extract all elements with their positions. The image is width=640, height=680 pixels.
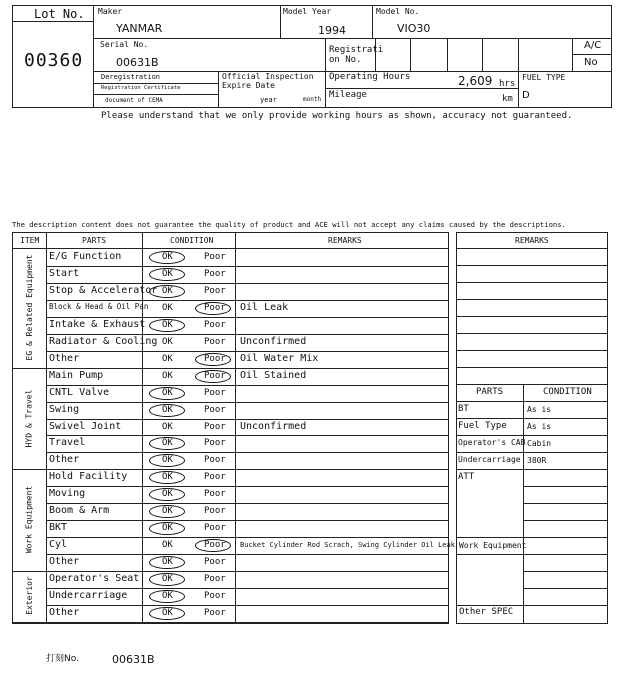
spec-row-divider	[456, 435, 608, 436]
mileage-label: Mileage	[329, 90, 367, 100]
spec-row-divider	[456, 418, 608, 419]
row-divider	[46, 283, 449, 284]
part-name: Hold Facility	[49, 471, 128, 483]
ok-option: OK	[162, 438, 173, 449]
spec-grid-line	[523, 554, 608, 555]
poor-option: Poor	[204, 319, 226, 330]
spec-grid-line	[523, 571, 608, 572]
row-divider	[46, 419, 449, 420]
ok-option: OK	[162, 353, 173, 364]
ok-option: OK	[162, 285, 173, 296]
ok-selected-mark	[149, 404, 185, 417]
group-divider	[12, 571, 449, 572]
poor-option: Poor	[204, 252, 226, 262]
part-name: Other	[49, 606, 80, 618]
ok-option: OK	[162, 421, 173, 432]
row-divider	[46, 334, 449, 335]
ok-option: OK	[162, 607, 173, 618]
registration-label: Registrati on No.	[329, 45, 384, 65]
part-name: Start	[49, 267, 80, 279]
ok-selected-mark	[149, 319, 185, 332]
right-remarks-header: REMARKS	[515, 236, 549, 245]
deregistration-label: Deregistration	[101, 73, 161, 81]
remark-text: Oil Water Mix	[240, 352, 319, 364]
ok-option: OK	[162, 252, 173, 262]
group-divider	[12, 469, 449, 470]
description-disclaimer: The description content does not guarantee the quality of product and ACE will not accept any claims caused by the descriptions.	[12, 220, 566, 229]
group-label: Work Equipment	[24, 485, 34, 554]
stamp-number-value: 00631B	[112, 653, 155, 666]
poor-option: Poor	[204, 285, 226, 296]
remark-text: Oil Stained	[240, 369, 307, 381]
spec-part: Operator's CAB	[458, 438, 526, 447]
group-divider	[12, 622, 449, 623]
other-spec-label: Other SPEC	[459, 607, 514, 617]
poor-option: Poor	[204, 455, 226, 466]
part-name: Operator's Seat	[49, 573, 140, 585]
poor-option: Poor	[204, 506, 226, 517]
part-name: Other	[49, 352, 80, 364]
part-name: Other	[49, 556, 80, 568]
remark-text: Oil Leak	[240, 301, 289, 313]
row-divider	[46, 385, 449, 386]
spec-grid-line	[523, 520, 608, 521]
row-divider	[46, 402, 449, 403]
row-divider	[46, 588, 449, 589]
row-divider	[46, 554, 449, 555]
spec-grid-line	[523, 503, 608, 504]
group-label: Exterior	[24, 576, 34, 616]
condition-header: CONDITION	[170, 236, 214, 245]
model-year-label: Model Year	[283, 7, 332, 16]
remark-text: Bucket Cylinder Rod Scrach, Swing Cylinder Oil Leak	[240, 541, 455, 550]
lot-number: 00360	[24, 50, 84, 71]
ac-value: No	[584, 57, 598, 68]
ok-selected-mark	[149, 285, 185, 298]
ok-selected-mark	[149, 268, 185, 281]
item-header: ITEM	[20, 236, 40, 245]
stamp-number-label: 打刻No.	[46, 654, 79, 664]
poor-option: Poor	[204, 302, 226, 313]
expire-date-label: Expire Date	[222, 81, 275, 90]
row-divider	[46, 503, 449, 504]
ok-option: OK	[162, 404, 173, 415]
poor-option: Poor	[204, 370, 226, 381]
part-name: Intake & Exhaust	[49, 318, 146, 330]
poor-option: Poor	[204, 607, 226, 618]
parts-header: PARTS	[82, 236, 107, 245]
group-divider	[12, 368, 449, 369]
row-divider	[46, 266, 449, 267]
part-name: Moving	[49, 488, 86, 500]
part-name: BKT	[49, 522, 68, 534]
hrs-unit: hrs	[499, 79, 516, 89]
poor-option: Poor	[204, 591, 226, 601]
spec-parts-header: PARTS	[476, 387, 504, 397]
poor-option: Poor	[204, 557, 226, 568]
row-divider	[46, 351, 449, 352]
maker-value: YANMAR	[116, 22, 163, 35]
ok-selected-mark	[149, 387, 185, 400]
ok-option: OK	[162, 540, 173, 551]
part-name: Boom & Arm	[49, 505, 110, 517]
part-name: E/G Function	[49, 251, 122, 262]
lot-label: Lot No.	[34, 7, 85, 21]
poor-option: Poor	[204, 540, 226, 551]
spec-row-divider	[456, 452, 608, 453]
spec-grid-line	[523, 588, 608, 589]
row-divider	[46, 537, 449, 538]
official-inspection-label: Official Inspection	[222, 72, 314, 81]
spec-grid-line	[523, 537, 608, 538]
spec-row-divider	[456, 401, 608, 402]
poor-option: Poor	[204, 523, 226, 534]
remarks-header: REMARKS	[328, 236, 362, 245]
spec-grid-line	[456, 537, 523, 538]
spec-condition: Cabin	[527, 439, 552, 448]
row-divider	[46, 486, 449, 487]
part-name: Main Pump	[49, 369, 104, 381]
ok-option: OK	[162, 319, 173, 330]
fuel-type-label: FUEL TYPE	[522, 73, 566, 82]
ok-option: OK	[162, 302, 173, 313]
model-no-value: VIO30	[397, 22, 431, 35]
ok-option: OK	[162, 472, 173, 483]
part-name: Other	[49, 454, 80, 466]
part-name: Swivel Joint	[49, 420, 122, 432]
ok-option: OK	[162, 455, 173, 466]
ok-selected-mark	[149, 607, 185, 620]
registration-certificate-label: Registration Certificate	[101, 85, 181, 91]
ok-option: OK	[162, 370, 173, 381]
part-name: Stop & Accelerator	[49, 284, 158, 296]
serial-value: 00631B	[116, 56, 159, 69]
ok-option: OK	[162, 557, 173, 568]
operating-hours-value: 2,609	[458, 74, 493, 88]
poor-option: Poor	[204, 353, 226, 364]
row-divider	[46, 452, 449, 453]
poor-option: Poor	[204, 472, 226, 483]
spec-part: Undercarriage	[458, 455, 521, 464]
part-name: Radiator & Cooling	[49, 335, 158, 347]
poor-option: Poor	[204, 574, 226, 585]
spec-condition: 380R	[527, 456, 547, 465]
poor-option: Poor	[204, 268, 226, 279]
row-divider	[46, 605, 449, 606]
row-divider	[46, 317, 449, 318]
work-equipment-spec-label: Work Equipment	[459, 541, 527, 550]
serial-label: Serial No.	[100, 40, 149, 49]
maker-label: Maker	[98, 7, 123, 16]
cema-document-label: document of CEMA	[105, 97, 163, 104]
poor-option: Poor	[204, 421, 226, 432]
spec-condition: As is	[527, 405, 552, 414]
km-unit: km	[502, 94, 513, 104]
row-divider	[46, 435, 449, 436]
ok-option: OK	[162, 574, 173, 585]
group-label: HYD & Travel	[24, 389, 34, 447]
part-name: Cyl	[49, 539, 68, 551]
spec-grid-line	[456, 605, 523, 606]
spec-grid-line	[523, 486, 608, 487]
spec-part: BT	[458, 404, 469, 414]
hours-accuracy-notice: Please understand that we only provide working hours as shown, accuracy not guaranteed.	[101, 111, 573, 121]
group-label: EG & Related Equipment	[24, 254, 34, 361]
part-name: Block & Head & Oil Pan	[49, 301, 149, 311]
model-year-value: 1994	[318, 24, 346, 37]
row-divider	[46, 520, 449, 521]
spec-condition-header: CONDITION	[543, 387, 592, 397]
ac-label: A/C	[584, 40, 602, 51]
poor-option: Poor	[204, 336, 226, 347]
spec-part: ATT	[458, 472, 475, 482]
ok-selected-mark	[149, 251, 185, 264]
ok-option: OK	[162, 268, 173, 279]
ok-option: OK	[162, 336, 173, 347]
ok-selected-mark	[149, 573, 185, 586]
row-divider	[46, 300, 449, 301]
remark-text: Unconfirmed	[240, 420, 307, 432]
spec-row-divider	[456, 469, 608, 470]
poor-option: Poor	[204, 387, 226, 398]
operating-hours-label: Operating Hours	[329, 72, 411, 82]
ok-selected-mark	[149, 590, 185, 603]
part-name: CNTL Valve	[49, 386, 110, 398]
ok-option: OK	[162, 523, 173, 534]
spec-condition: As is	[527, 422, 552, 431]
month-label: month	[303, 96, 322, 103]
poor-selected-mark	[195, 302, 231, 315]
part-name: Undercarriage	[49, 590, 128, 601]
spec-part: Fuel Type	[458, 421, 507, 431]
poor-selected-mark	[195, 370, 231, 383]
spec-grid-line	[523, 605, 608, 606]
poor-option: Poor	[204, 438, 226, 449]
poor-option: Poor	[204, 404, 226, 415]
year-label: year	[260, 96, 277, 104]
poor-selected-mark	[195, 353, 231, 366]
remark-text: Unconfirmed	[240, 335, 307, 347]
fuel-type-value: D	[522, 90, 530, 101]
ok-option: OK	[162, 489, 173, 500]
ok-option: OK	[162, 591, 173, 601]
model-no-label: Model No.	[376, 7, 420, 16]
ok-option: OK	[162, 387, 173, 398]
part-name: Travel	[49, 437, 86, 449]
spec-grid-line	[456, 554, 523, 555]
part-name: Swing	[49, 403, 80, 415]
ok-selected-mark	[149, 556, 185, 569]
poor-option: Poor	[204, 489, 226, 500]
ok-option: OK	[162, 506, 173, 517]
